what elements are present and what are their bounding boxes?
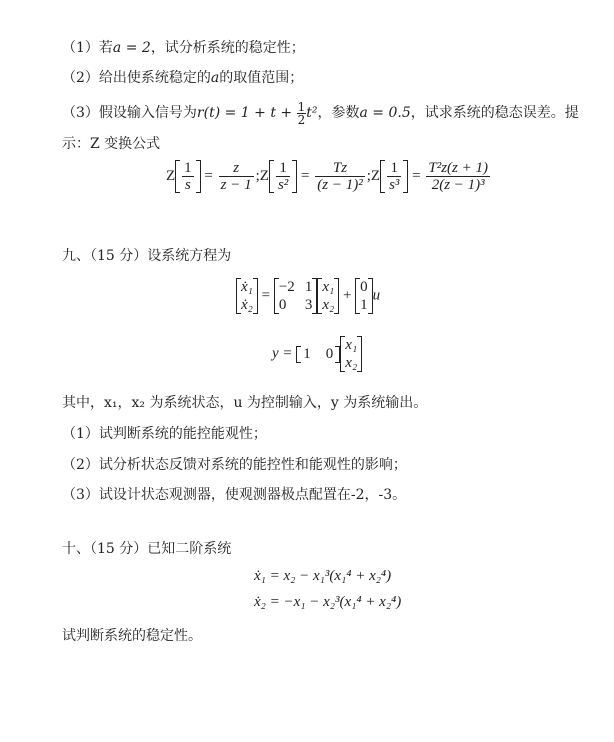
z-transform-formulas: Z $\frac{1}{s}$ = $\frac{z}{z - 1}$ ;Z $\frac{1}{\text{s²}}$ = $\frac{Tz}{\text{(z − 1)²}}$ ;Z $\frac{1}{\text{s³}}$ = $\frac{\text{T²z(z + 1)}}{\text{2(z − 1)³}}$: [166, 160, 489, 193]
q10-header: 十、（15 分）已知二阶系统: [62, 541, 232, 557]
q8-half-fraction: $\frac{1}{2}$: [297, 99, 306, 127]
x-vector: x₁ x₂: [317, 278, 339, 314]
z2-result: $\frac{Tz}{\text{(z − 1)²}}$: [317, 160, 363, 193]
q8-item2-var: a: [210, 70, 220, 86]
x-vector-output: x₁ x₂: [340, 336, 362, 372]
q9-output-equation: y = 1 0 x₁ x₂: [272, 336, 362, 372]
q9-item1: （1）试判断系统的能控能观性；: [62, 426, 267, 442]
q8-item2: （2）给出使系统稳定的a的取值范围；: [62, 70, 304, 86]
q8-param: a = 0.5: [359, 105, 411, 121]
xdot-vector: ẋ₁ ẋ₂: [236, 278, 258, 314]
q9-state-equation: ẋ₁ ẋ₂ = −2 1 0 3 x₁ x₂ + 0 1 u: [236, 278, 380, 314]
z3-result: $\frac{\text{T²z(z + 1)}}{\text{2(z − 1)³}}$: [428, 160, 489, 193]
q8-item3: （3）假设输入信号为r(t) = 1 + t + $\frac{1}{2}$ t²，参数a = 0.5，试求系统的稳态误差。提: [62, 99, 579, 127]
q9-item3: （3）试设计状态观测器，使观测器极点配置在-2，-3。: [62, 487, 407, 503]
q8-item1: （1）若a = 2，试分析系统的稳定性；: [62, 40, 305, 56]
q9-item2: （2）试分析状态反馈对系统的能控性和能观性的影响；: [62, 457, 407, 473]
q8-item1-math: a = 2: [112, 40, 151, 56]
q10-eq1: ẋ₁ = x₂ − x₁³(x₁⁴ + x₂⁴): [254, 568, 392, 584]
q8-input-signal: r(t) = 1 + t +: [196, 105, 293, 121]
q9-description: 其中，x₁，x₂ 为系统状态，u 为控制输入，y 为系统输出。: [62, 395, 428, 411]
z1-bracket: $\frac{1}{s}$: [175, 160, 201, 193]
q9-header: 九、（15 分）设系统方程为: [62, 248, 232, 264]
z3-bracket: $\frac{1}{\text{s³}}$: [380, 160, 408, 193]
B-vector: 0 1: [355, 278, 373, 314]
q10-tail: 试判断系统的稳定性。: [62, 628, 202, 644]
q10-eq2: ẋ₂ = −x₁ − x₂³(x₁⁴ + x₂⁴): [254, 594, 402, 610]
q8-hint: 示：Z 变换公式: [62, 136, 161, 152]
A-matrix: −2 1 0 3: [274, 278, 317, 314]
z2-bracket: $\frac{1}{\text{s²}}$: [269, 160, 297, 193]
z1-result: $\frac{z}{z - 1}$: [220, 160, 252, 193]
C-matrix: 1 0: [296, 346, 340, 363]
